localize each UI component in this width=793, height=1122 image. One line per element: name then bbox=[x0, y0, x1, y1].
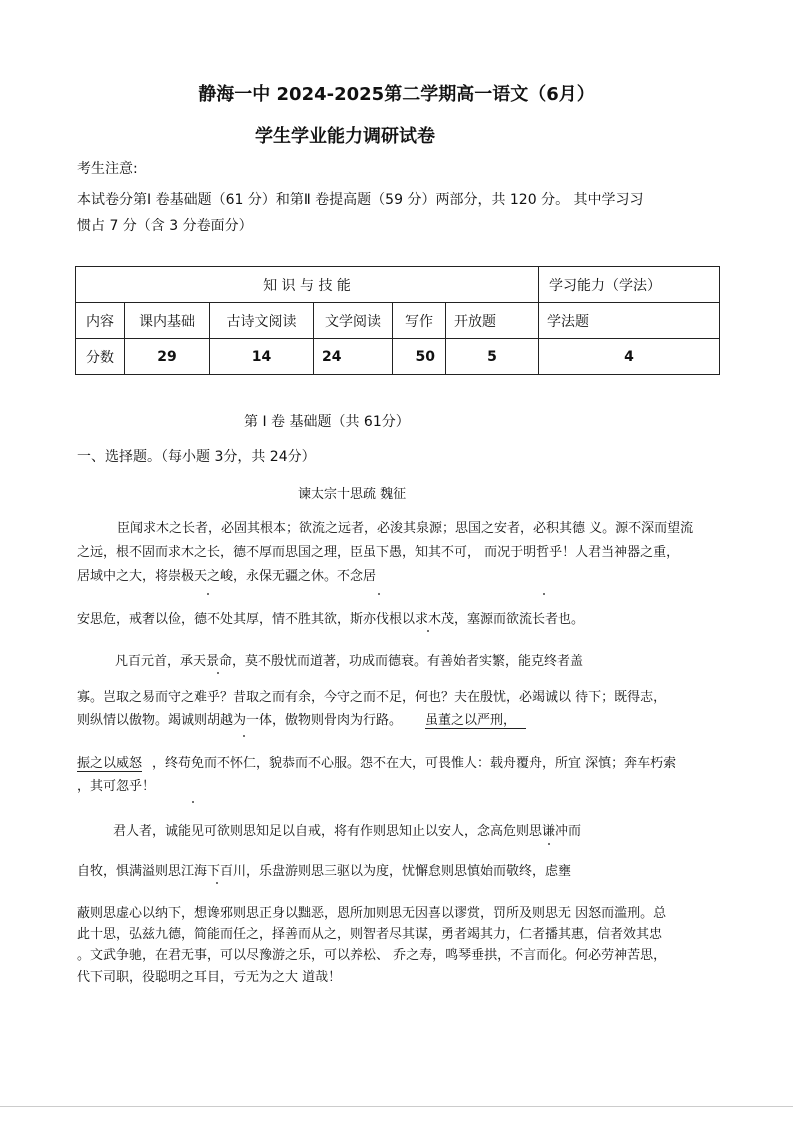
score-cell: 24 bbox=[314, 339, 393, 375]
emphasis-dot bbox=[192, 801, 194, 803]
score-table-group-row bbox=[76, 267, 720, 303]
notice-line-2: 惯占 7 分（含 3 分卷面分） bbox=[77, 218, 253, 234]
column-header: 课内基础 bbox=[125, 303, 210, 339]
question-heading: 一、选择题。（每小题 3分，共 24分） bbox=[77, 449, 316, 465]
passage-line: 蔽则思虚心以纳下，想谗邪则思正身以黜恶，恩所加则思无因喜以谬赏，罚所及则思无 因怒而滥刑。总 bbox=[77, 906, 667, 921]
passage-line: 安思危，戒奢以俭，德不处其厚，情不胜其欲，斯亦伐根以求木茂，塞源而欲流长者也。 bbox=[77, 612, 585, 627]
section-heading: 第 Ⅰ 卷 基础题（共 61分） bbox=[244, 414, 410, 430]
passage-title: 谏太宗十思疏 魏征 bbox=[298, 487, 407, 502]
score-cell: 5 bbox=[446, 339, 539, 375]
emphasis-dot bbox=[427, 630, 429, 632]
passage-line: 臣闻求木之长者，必固其根本；欲流之远者，必浚其泉源；思国之安者，必积其德 义。源不深而望流 bbox=[117, 521, 694, 536]
passage-line: 此十思，弘兹九德，简能而任之，择善而从之，则智者尽其谋，勇者竭其力，仁者播其惠，信者效其忠 bbox=[77, 927, 663, 942]
column-header: 开放题 bbox=[446, 303, 539, 339]
underlined-phrase: 振之以威怒 bbox=[77, 752, 142, 772]
score-cell: 50 bbox=[393, 339, 446, 375]
column-header: 文学阅读 bbox=[314, 303, 393, 339]
emphasis-dot bbox=[217, 672, 219, 674]
passage-line: 君人者，诚能见可欲则思知足以自戒，将有作则思知止以安人，念高危则思谦冲而 bbox=[113, 824, 582, 839]
emphasis-dot bbox=[378, 593, 380, 595]
passage-line: 自牧，惧满溢则思江海下百川，乐盘游则思三驱以为度，忧懈怠则思慎始而敬终，虑壅 bbox=[77, 864, 572, 879]
column-header: 古诗文阅读 bbox=[210, 303, 314, 339]
column-header: 写作 bbox=[393, 303, 446, 339]
passage-line: 。文武争驰，在君无事，可以尽豫游之乐，可以养松、 乔之寿，鸣琴垂拱，不言而化。何必劳神苦思， bbox=[77, 948, 667, 963]
emphasis-dot bbox=[548, 843, 550, 845]
passage-line: 则纵情以傲物。竭诚则胡越为一体，傲物则骨肉为行路。 bbox=[77, 713, 403, 728]
passage-line: 居域中之大，将崇极天之峻，永保无疆之休。不念居 bbox=[77, 569, 377, 584]
passage-line: 代下司职，役聪明之耳目，亏无为之大 道哉！ bbox=[77, 970, 342, 985]
score-cell: 4 bbox=[539, 339, 720, 375]
row-header-content: 内容 bbox=[76, 303, 125, 339]
column-header: 学法题 bbox=[539, 303, 720, 339]
score-table bbox=[75, 266, 720, 375]
emphasis-dot bbox=[243, 735, 245, 737]
group-knowledge-skills: 知 识 与 技 能 bbox=[76, 267, 539, 303]
passage-line: ，终苟免而不怀仁，貌恭而不心服。怨不在大，可畏惟人：载舟覆舟，所宜 深慎；奔车朽索 bbox=[152, 756, 677, 771]
emphasis-dot bbox=[216, 882, 218, 884]
notice-line-1: 本试卷分第Ⅰ 卷基础题（61 分）和第Ⅱ 卷提高题（59 分）两部分，共 120 分。 其中学习习 bbox=[77, 192, 644, 208]
score-table-content-row bbox=[76, 303, 720, 339]
notice-heading: 考生注意: bbox=[77, 161, 138, 177]
passage-line: 寡。岂取之易而守之难乎？昔取之而有余，今守之而不足，何也？夫在殷忧，必竭诚以 待下；既得志， bbox=[77, 690, 667, 705]
emphasis-dot bbox=[207, 593, 209, 595]
row-header-score: 分数 bbox=[76, 339, 125, 375]
underlined-phrase: 虽董之以严刑， bbox=[425, 709, 526, 729]
score-table-score-row bbox=[76, 339, 720, 375]
passage-line: ，其可忽乎！ bbox=[77, 779, 156, 794]
page-bottom-rule bbox=[0, 1106, 793, 1107]
score-cell: 14 bbox=[210, 339, 314, 375]
group-learning-ability: 学习能力（学法） bbox=[539, 267, 720, 303]
exam-title: 静海一中 2024-2025第二学期高一语文（6月） bbox=[198, 84, 595, 105]
emphasis-dot bbox=[543, 593, 545, 595]
exam-subtitle: 学生学业能力调研试卷 bbox=[255, 126, 435, 147]
passage-line: 之远，根不固而求木之长，德不厚而思国之理，臣虽下愚，知其不可， 而况于明哲乎！人君当神器之重， bbox=[77, 545, 680, 560]
passage-line: 凡百元首，承天景命，莫不殷忧而道著，功成而德衰。有善始者实繁，能克终者盖 bbox=[115, 654, 584, 669]
score-cell: 29 bbox=[125, 339, 210, 375]
